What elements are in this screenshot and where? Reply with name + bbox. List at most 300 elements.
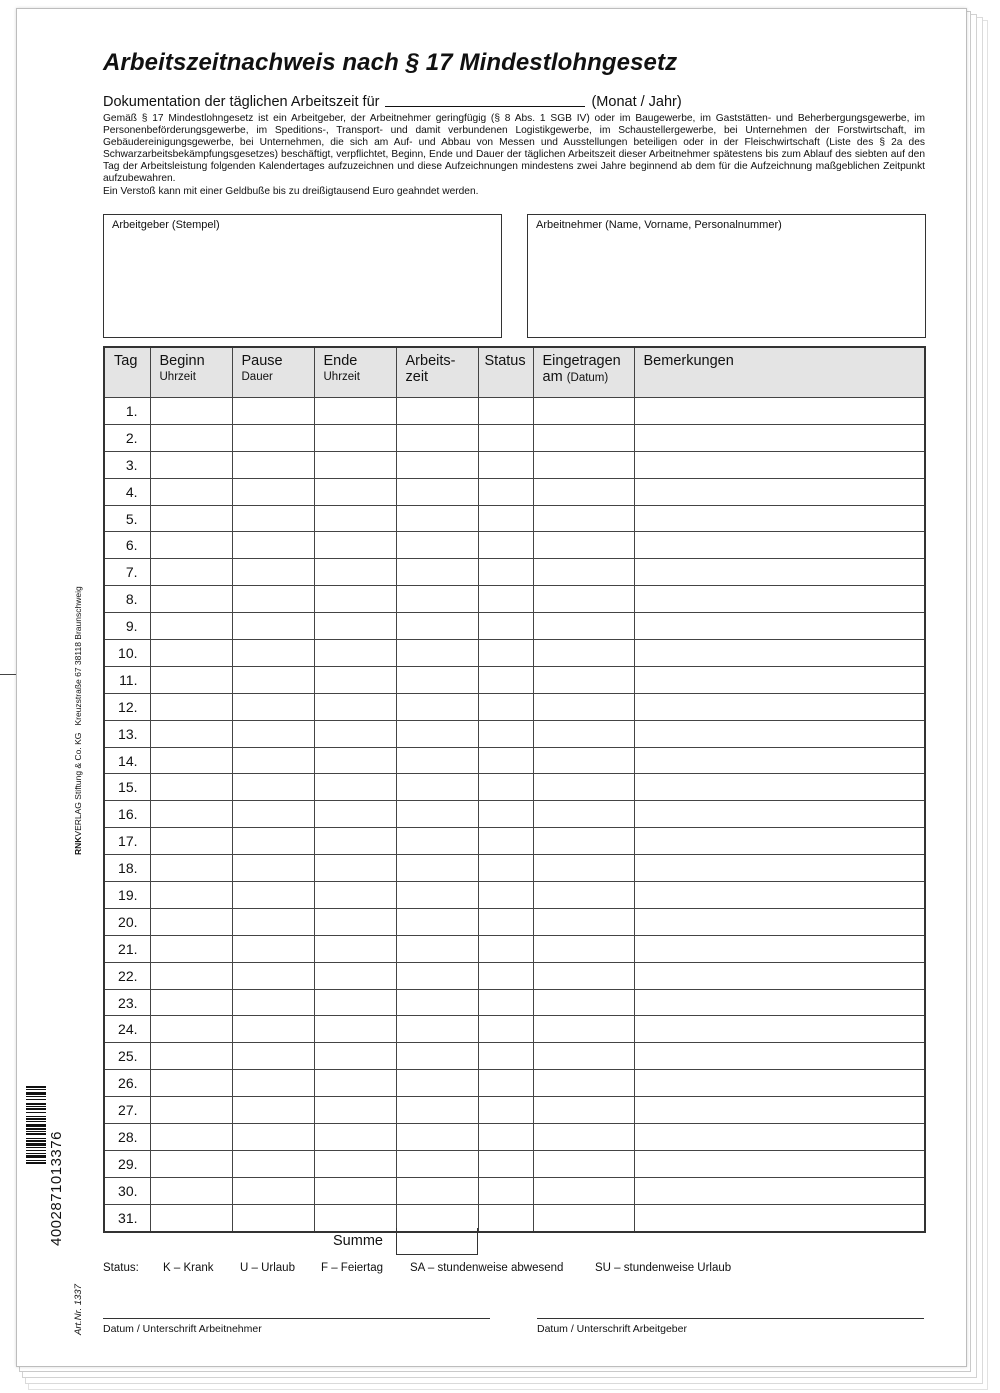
summe-field[interactable] xyxy=(396,1228,478,1255)
cell-eingetragen[interactable] xyxy=(533,398,634,425)
cell-ende[interactable] xyxy=(314,424,396,451)
table-row xyxy=(104,720,925,747)
cell-eingetragen[interactable] xyxy=(533,1150,634,1177)
cell-eingetragen[interactable] xyxy=(533,478,634,505)
cell-pause[interactable] xyxy=(232,478,314,505)
row-day-label: 18. xyxy=(104,855,150,882)
cell-status[interactable] xyxy=(478,962,533,989)
cell-eingetragen[interactable] xyxy=(533,774,634,801)
cell-beginn[interactable] xyxy=(150,801,232,828)
row-day-label: 6. xyxy=(104,532,150,559)
cell-bemerkungen[interactable] xyxy=(634,774,925,801)
row-day-label: 28. xyxy=(104,1124,150,1151)
cell-eingetragen[interactable] xyxy=(533,451,634,478)
cell-pause[interactable] xyxy=(232,1070,314,1097)
table-row xyxy=(104,962,925,989)
employer-stamp-box[interactable] xyxy=(103,214,502,338)
cell-ende[interactable] xyxy=(314,586,396,613)
table-row xyxy=(104,1177,925,1204)
status-stundenweise-urlaub: SU – stundenweise Urlaub xyxy=(595,1262,732,1274)
row-day-label: 19. xyxy=(104,882,150,909)
cell-ende[interactable] xyxy=(314,855,396,882)
cell-eingetragen[interactable] xyxy=(533,801,634,828)
cell-pause[interactable] xyxy=(232,586,314,613)
cell-pause[interactable] xyxy=(232,640,314,667)
cell-eingetragen[interactable] xyxy=(533,1204,634,1231)
cell-arbeitszeit[interactable] xyxy=(396,935,478,962)
cell-bemerkungen[interactable] xyxy=(634,1204,925,1231)
cell-status[interactable] xyxy=(478,505,533,532)
cell-bemerkungen[interactable] xyxy=(634,989,925,1016)
header-tag: Tag xyxy=(104,347,150,398)
row-day-label: 14. xyxy=(104,747,150,774)
cell-pause[interactable] xyxy=(232,451,314,478)
page-title: Arbeitszeitnachweis nach § 17 Mindestlohngesetz xyxy=(103,49,678,76)
cell-pause[interactable] xyxy=(232,1016,314,1043)
cell-arbeitszeit[interactable] xyxy=(396,908,478,935)
cell-pause[interactable] xyxy=(232,1150,314,1177)
cell-status[interactable] xyxy=(478,1124,533,1151)
cell-ende[interactable] xyxy=(314,1177,396,1204)
cell-status[interactable] xyxy=(478,478,533,505)
cell-bemerkungen[interactable] xyxy=(634,1070,925,1097)
row-day-label: 22. xyxy=(104,962,150,989)
cell-pause[interactable] xyxy=(232,424,314,451)
header-pause: Pause Dauer xyxy=(232,347,314,398)
cell-ende[interactable] xyxy=(314,1124,396,1151)
cell-bemerkungen[interactable] xyxy=(634,882,925,909)
table-row xyxy=(104,828,925,855)
cell-pause[interactable] xyxy=(232,1204,314,1231)
cell-pause[interactable] xyxy=(232,613,314,640)
employee-box-label: Arbeitnehmer (Name, Vorname, Personalnummer) xyxy=(536,219,782,231)
cell-status[interactable] xyxy=(478,1043,533,1070)
cell-pause[interactable] xyxy=(232,666,314,693)
cell-eingetragen[interactable] xyxy=(533,962,634,989)
table-row xyxy=(104,398,925,425)
table-row xyxy=(104,1016,925,1043)
cell-bemerkungen[interactable] xyxy=(634,532,925,559)
cell-beginn[interactable] xyxy=(150,882,232,909)
cell-pause[interactable] xyxy=(232,505,314,532)
cell-arbeitszeit[interactable] xyxy=(396,586,478,613)
cell-arbeitszeit[interactable] xyxy=(396,1177,478,1204)
cell-ende[interactable] xyxy=(314,1204,396,1231)
cell-arbeitszeit[interactable] xyxy=(396,424,478,451)
cell-arbeitszeit[interactable] xyxy=(396,478,478,505)
cell-bemerkungen[interactable] xyxy=(634,1097,925,1124)
cell-status[interactable] xyxy=(478,532,533,559)
cell-beginn[interactable] xyxy=(150,1150,232,1177)
table-row xyxy=(104,1043,925,1070)
employer-signature-line[interactable] xyxy=(537,1318,924,1319)
row-day-label: 1. xyxy=(104,398,150,425)
header-arbeitszeit: Arbeits- zeit xyxy=(396,347,478,398)
cell-pause[interactable] xyxy=(232,1177,314,1204)
cell-beginn[interactable] xyxy=(150,908,232,935)
cell-status[interactable] xyxy=(478,424,533,451)
documentation-prefix: Dokumentation der täglichen Arbeitszeit für xyxy=(103,94,380,110)
cell-status[interactable] xyxy=(478,1204,533,1231)
cell-pause[interactable] xyxy=(232,1043,314,1070)
cell-ende[interactable] xyxy=(314,908,396,935)
cell-status[interactable] xyxy=(478,666,533,693)
cell-ende[interactable] xyxy=(314,666,396,693)
employer-signature-label: Datum / Unterschrift Arbeitgeber xyxy=(537,1323,687,1335)
cell-status[interactable] xyxy=(478,801,533,828)
cell-bemerkungen[interactable] xyxy=(634,1124,925,1151)
cell-pause[interactable] xyxy=(232,962,314,989)
status-stundenweise-abwesend: SA – stundenweise abwesend xyxy=(410,1262,564,1274)
cell-bemerkungen[interactable] xyxy=(634,801,925,828)
cell-arbeitszeit[interactable] xyxy=(396,1043,478,1070)
cell-beginn[interactable] xyxy=(150,559,232,586)
table-row xyxy=(104,693,925,720)
cell-status[interactable] xyxy=(478,451,533,478)
cell-eingetragen[interactable] xyxy=(533,693,634,720)
table-row xyxy=(104,451,925,478)
cell-eingetragen[interactable] xyxy=(533,855,634,882)
cell-arbeitszeit[interactable] xyxy=(396,962,478,989)
cell-ende[interactable] xyxy=(314,774,396,801)
cell-bemerkungen[interactable] xyxy=(634,451,925,478)
employee-signature-line[interactable] xyxy=(103,1318,490,1319)
table-row xyxy=(104,1097,925,1124)
cell-arbeitszeit[interactable] xyxy=(396,505,478,532)
table-header-row xyxy=(104,347,925,398)
cell-ende[interactable] xyxy=(314,962,396,989)
legal-paragraph: Gemäß § 17 Mindestlohngesetz ist ein Arbeitgeber, der Arbeitnehmer geringfügig (§ 8 Abs. 1 SGB IV) oder im Baugewerbe, im Gaststätten- und Beherbergungsgewerbe, im Personenbeförderungsgewerbe, im Speditions-, Transport- und damit verbundenen Logistikgewerbe, im Schaustellergewerbe, bei Unternehmen der Forstwirtschaft, im Gebäudereinigungsgewerbe, bei Unternehmen, die sich am Auf- und Abbau von Messen und Ausstellungen beteiligen oder in der Fleischwirtschaft (Liste des § 2a des Schwarzarbeitsbekämpfungsgesetzes) beschäftigt, verpflichtet, Beginn, Ende und Dauer der täglichen Arbeitszeit dieser Arbeitnehmer spätestens bis zum Ablauf des siebten auf den Tag der Arbeitsleistung folgenden Kalendertages aufzuzeichnen und diese Aufzeichnungen mindestens zwei Jahre beginnend ab dem für die Aufzeichnung maßgeblichen Zeitpunkt aufzubewahren. xyxy=(103,113,925,185)
cell-eingetragen[interactable] xyxy=(533,908,634,935)
cell-bemerkungen[interactable] xyxy=(634,828,925,855)
barcode xyxy=(26,1086,46,1246)
cell-bemerkungen[interactable] xyxy=(634,1177,925,1204)
cell-eingetragen[interactable] xyxy=(533,1177,634,1204)
table-row xyxy=(104,935,925,962)
cell-bemerkungen[interactable] xyxy=(634,398,925,425)
cell-arbeitszeit[interactable] xyxy=(396,559,478,586)
summe-label: Summe xyxy=(333,1233,383,1249)
cell-beginn[interactable] xyxy=(150,640,232,667)
cell-bemerkungen[interactable] xyxy=(634,559,925,586)
cell-bemerkungen[interactable] xyxy=(634,962,925,989)
cell-beginn[interactable] xyxy=(150,424,232,451)
cell-beginn[interactable] xyxy=(150,693,232,720)
cell-arbeitszeit[interactable] xyxy=(396,666,478,693)
row-day-label: 21. xyxy=(104,935,150,962)
employee-signature-label: Datum / Unterschrift Arbeitnehmer xyxy=(103,1323,262,1335)
header-beginn: Beginn Uhrzeit xyxy=(150,347,232,398)
row-day-label: 3. xyxy=(104,451,150,478)
cell-arbeitszeit[interactable] xyxy=(396,774,478,801)
cell-ende[interactable] xyxy=(314,801,396,828)
header-status: Status xyxy=(478,347,533,398)
cell-beginn[interactable] xyxy=(150,1070,232,1097)
cell-eingetragen[interactable] xyxy=(533,505,634,532)
cell-pause[interactable] xyxy=(232,855,314,882)
cell-pause[interactable] xyxy=(232,774,314,801)
cell-bemerkungen[interactable] xyxy=(634,505,925,532)
cell-pause[interactable] xyxy=(232,693,314,720)
cell-ende[interactable] xyxy=(314,1043,396,1070)
cell-status[interactable] xyxy=(478,559,533,586)
status-urlaub: U – Urlaub xyxy=(240,1262,295,1274)
cell-beginn[interactable] xyxy=(150,451,232,478)
cell-arbeitszeit[interactable] xyxy=(396,855,478,882)
cell-beginn[interactable] xyxy=(150,1016,232,1043)
cell-beginn[interactable] xyxy=(150,962,232,989)
cell-status[interactable] xyxy=(478,613,533,640)
cell-eingetragen[interactable] xyxy=(533,882,634,909)
cell-eingetragen[interactable] xyxy=(533,828,634,855)
publisher-brand: RNK xyxy=(73,836,83,855)
cell-ende[interactable] xyxy=(314,1150,396,1177)
table-row xyxy=(104,640,925,667)
cell-beginn[interactable] xyxy=(150,1177,232,1204)
cell-pause[interactable] xyxy=(232,908,314,935)
cell-pause[interactable] xyxy=(232,1124,314,1151)
cell-eingetragen[interactable] xyxy=(533,666,634,693)
form-page xyxy=(16,8,967,1367)
row-day-label: 20. xyxy=(104,908,150,935)
cell-bemerkungen[interactable] xyxy=(634,720,925,747)
cell-arbeitszeit[interactable] xyxy=(396,640,478,667)
cell-beginn[interactable] xyxy=(150,774,232,801)
cell-ende[interactable] xyxy=(314,693,396,720)
cell-eingetragen[interactable] xyxy=(533,1016,634,1043)
row-day-label: 5. xyxy=(104,505,150,532)
cell-eingetragen[interactable] xyxy=(533,613,634,640)
cell-ende[interactable] xyxy=(314,989,396,1016)
cell-ende[interactable] xyxy=(314,613,396,640)
cell-bemerkungen[interactable] xyxy=(634,1043,925,1070)
cell-status[interactable] xyxy=(478,747,533,774)
cell-eingetragen[interactable] xyxy=(533,559,634,586)
documentation-line xyxy=(103,94,682,110)
cell-beginn[interactable] xyxy=(150,613,232,640)
cell-status[interactable] xyxy=(478,882,533,909)
cell-beginn[interactable] xyxy=(150,398,232,425)
table-row xyxy=(104,505,925,532)
cell-bemerkungen[interactable] xyxy=(634,855,925,882)
cell-status[interactable] xyxy=(478,1097,533,1124)
row-day-label: 4. xyxy=(104,478,150,505)
cell-pause[interactable] xyxy=(232,1097,314,1124)
row-day-label: 16. xyxy=(104,801,150,828)
cell-arbeitszeit[interactable] xyxy=(396,532,478,559)
row-day-label: 13. xyxy=(104,720,150,747)
status-krank: K – Krank xyxy=(163,1262,214,1274)
cell-status[interactable] xyxy=(478,693,533,720)
cell-eingetragen[interactable] xyxy=(533,586,634,613)
cell-bemerkungen[interactable] xyxy=(634,1150,925,1177)
cell-arbeitszeit[interactable] xyxy=(396,398,478,425)
cell-eingetragen[interactable] xyxy=(533,1043,634,1070)
table-row xyxy=(104,989,925,1016)
table-row xyxy=(104,1204,925,1231)
documentation-suffix: (Monat / Jahr) xyxy=(591,94,682,110)
cell-arbeitszeit[interactable] xyxy=(396,1097,478,1124)
cell-bemerkungen[interactable] xyxy=(634,478,925,505)
cell-arbeitszeit[interactable] xyxy=(396,1124,478,1151)
cell-ende[interactable] xyxy=(314,1016,396,1043)
cell-bemerkungen[interactable] xyxy=(634,1016,925,1043)
cell-ende[interactable] xyxy=(314,882,396,909)
cell-pause[interactable] xyxy=(232,720,314,747)
cell-ende[interactable] xyxy=(314,640,396,667)
cell-ende[interactable] xyxy=(314,1097,396,1124)
cell-beginn[interactable] xyxy=(150,1043,232,1070)
cell-bemerkungen[interactable] xyxy=(634,613,925,640)
table-row xyxy=(104,1070,925,1097)
cell-beginn[interactable] xyxy=(150,478,232,505)
cell-status[interactable] xyxy=(478,1016,533,1043)
employee-info-box[interactable] xyxy=(527,214,926,338)
row-day-label: 10. xyxy=(104,640,150,667)
cell-bemerkungen[interactable] xyxy=(634,747,925,774)
cell-arbeitszeit[interactable] xyxy=(396,1070,478,1097)
cell-beginn[interactable] xyxy=(150,666,232,693)
row-day-label: 26. xyxy=(104,1070,150,1097)
publisher-address: Kreuzstraße 67 38118 Braunschweig xyxy=(73,586,83,726)
cell-status[interactable] xyxy=(478,828,533,855)
cell-status[interactable] xyxy=(478,989,533,1016)
cell-eingetragen[interactable] xyxy=(533,532,634,559)
cell-pause[interactable] xyxy=(232,559,314,586)
cell-bemerkungen[interactable] xyxy=(634,424,925,451)
table-row xyxy=(104,747,925,774)
cell-ende[interactable] xyxy=(314,559,396,586)
cell-status[interactable] xyxy=(478,1150,533,1177)
cell-arbeitszeit[interactable] xyxy=(396,828,478,855)
cell-beginn[interactable] xyxy=(150,855,232,882)
cell-eingetragen[interactable] xyxy=(533,989,634,1016)
cell-bemerkungen[interactable] xyxy=(634,908,925,935)
legal-paragraph-fine: Ein Verstoß kann mit einer Geldbuße bis zu dreißigtausend Euro geahndet werden. xyxy=(103,185,479,197)
cell-pause[interactable] xyxy=(232,532,314,559)
cell-arbeitszeit[interactable] xyxy=(396,451,478,478)
cell-status[interactable] xyxy=(478,855,533,882)
cell-arbeitszeit[interactable] xyxy=(396,1016,478,1043)
table-row xyxy=(104,424,925,451)
cell-eingetragen[interactable] xyxy=(533,1070,634,1097)
cell-status[interactable] xyxy=(478,908,533,935)
cell-ende[interactable] xyxy=(314,935,396,962)
cell-beginn[interactable] xyxy=(150,747,232,774)
cell-arbeitszeit[interactable] xyxy=(396,747,478,774)
cell-status[interactable] xyxy=(478,935,533,962)
cell-beginn[interactable] xyxy=(150,1097,232,1124)
header-bemerkungen: Bemerkungen xyxy=(634,347,925,398)
table-row xyxy=(104,613,925,640)
table-row xyxy=(104,478,925,505)
row-day-label: 23. xyxy=(104,989,150,1016)
cell-beginn[interactable] xyxy=(150,1124,232,1151)
cell-eingetragen[interactable] xyxy=(533,720,634,747)
legal-text xyxy=(103,113,925,198)
table-row xyxy=(104,1150,925,1177)
publisher-imprint xyxy=(73,586,83,855)
cell-eingetragen[interactable] xyxy=(533,424,634,451)
cell-ende[interactable] xyxy=(314,398,396,425)
cell-arbeitszeit[interactable] xyxy=(396,720,478,747)
time-table xyxy=(103,346,926,1233)
cell-pause[interactable] xyxy=(232,398,314,425)
cell-eingetragen[interactable] xyxy=(533,1124,634,1151)
cell-status[interactable] xyxy=(478,586,533,613)
row-day-label: 17. xyxy=(104,828,150,855)
cell-beginn[interactable] xyxy=(150,1204,232,1231)
cell-pause[interactable] xyxy=(232,935,314,962)
cell-beginn[interactable] xyxy=(150,935,232,962)
cell-ende[interactable] xyxy=(314,828,396,855)
cell-beginn[interactable] xyxy=(150,532,232,559)
cell-pause[interactable] xyxy=(232,828,314,855)
cell-status[interactable] xyxy=(478,1070,533,1097)
table-row xyxy=(104,586,925,613)
cell-status[interactable] xyxy=(478,774,533,801)
row-day-label: 11. xyxy=(104,666,150,693)
cell-beginn[interactable] xyxy=(150,828,232,855)
cell-arbeitszeit[interactable] xyxy=(396,613,478,640)
cell-status[interactable] xyxy=(478,398,533,425)
table-row xyxy=(104,855,925,882)
table-row xyxy=(104,666,925,693)
cell-beginn[interactable] xyxy=(150,989,232,1016)
cell-status[interactable] xyxy=(478,640,533,667)
cell-bemerkungen[interactable] xyxy=(634,666,925,693)
cell-pause[interactable] xyxy=(232,989,314,1016)
cell-ende[interactable] xyxy=(314,478,396,505)
cell-pause[interactable] xyxy=(232,747,314,774)
cell-eingetragen[interactable] xyxy=(533,1097,634,1124)
cell-ende[interactable] xyxy=(314,451,396,478)
cell-ende[interactable] xyxy=(314,1070,396,1097)
cell-arbeitszeit[interactable] xyxy=(396,989,478,1016)
row-day-label: 8. xyxy=(104,586,150,613)
row-day-label: 31. xyxy=(104,1204,150,1231)
cell-bemerkungen[interactable] xyxy=(634,586,925,613)
cell-arbeitszeit[interactable] xyxy=(396,801,478,828)
table-row xyxy=(104,1124,925,1151)
cell-beginn[interactable] xyxy=(150,720,232,747)
cell-beginn[interactable] xyxy=(150,505,232,532)
cell-bemerkungen[interactable] xyxy=(634,935,925,962)
cell-beginn[interactable] xyxy=(150,586,232,613)
status-feiertag: F – Feiertag xyxy=(321,1262,383,1274)
cell-arbeitszeit[interactable] xyxy=(396,1150,478,1177)
cell-ende[interactable] xyxy=(314,505,396,532)
row-day-label: 12. xyxy=(104,693,150,720)
cell-bemerkungen[interactable] xyxy=(634,640,925,667)
cell-status[interactable] xyxy=(478,720,533,747)
cell-arbeitszeit[interactable] xyxy=(396,882,478,909)
cell-arbeitszeit[interactable] xyxy=(396,693,478,720)
cell-bemerkungen[interactable] xyxy=(634,693,925,720)
cell-status[interactable] xyxy=(478,1177,533,1204)
table-row xyxy=(104,774,925,801)
cell-ende[interactable] xyxy=(314,720,396,747)
cell-ende[interactable] xyxy=(314,532,396,559)
cell-eingetragen[interactable] xyxy=(533,747,634,774)
barcode-bar xyxy=(26,1164,46,1165)
cell-pause[interactable] xyxy=(232,801,314,828)
cell-pause[interactable] xyxy=(232,882,314,909)
cell-ende[interactable] xyxy=(314,747,396,774)
cell-eingetragen[interactable] xyxy=(533,640,634,667)
month-year-field[interactable] xyxy=(385,106,585,107)
cell-eingetragen[interactable] xyxy=(533,935,634,962)
